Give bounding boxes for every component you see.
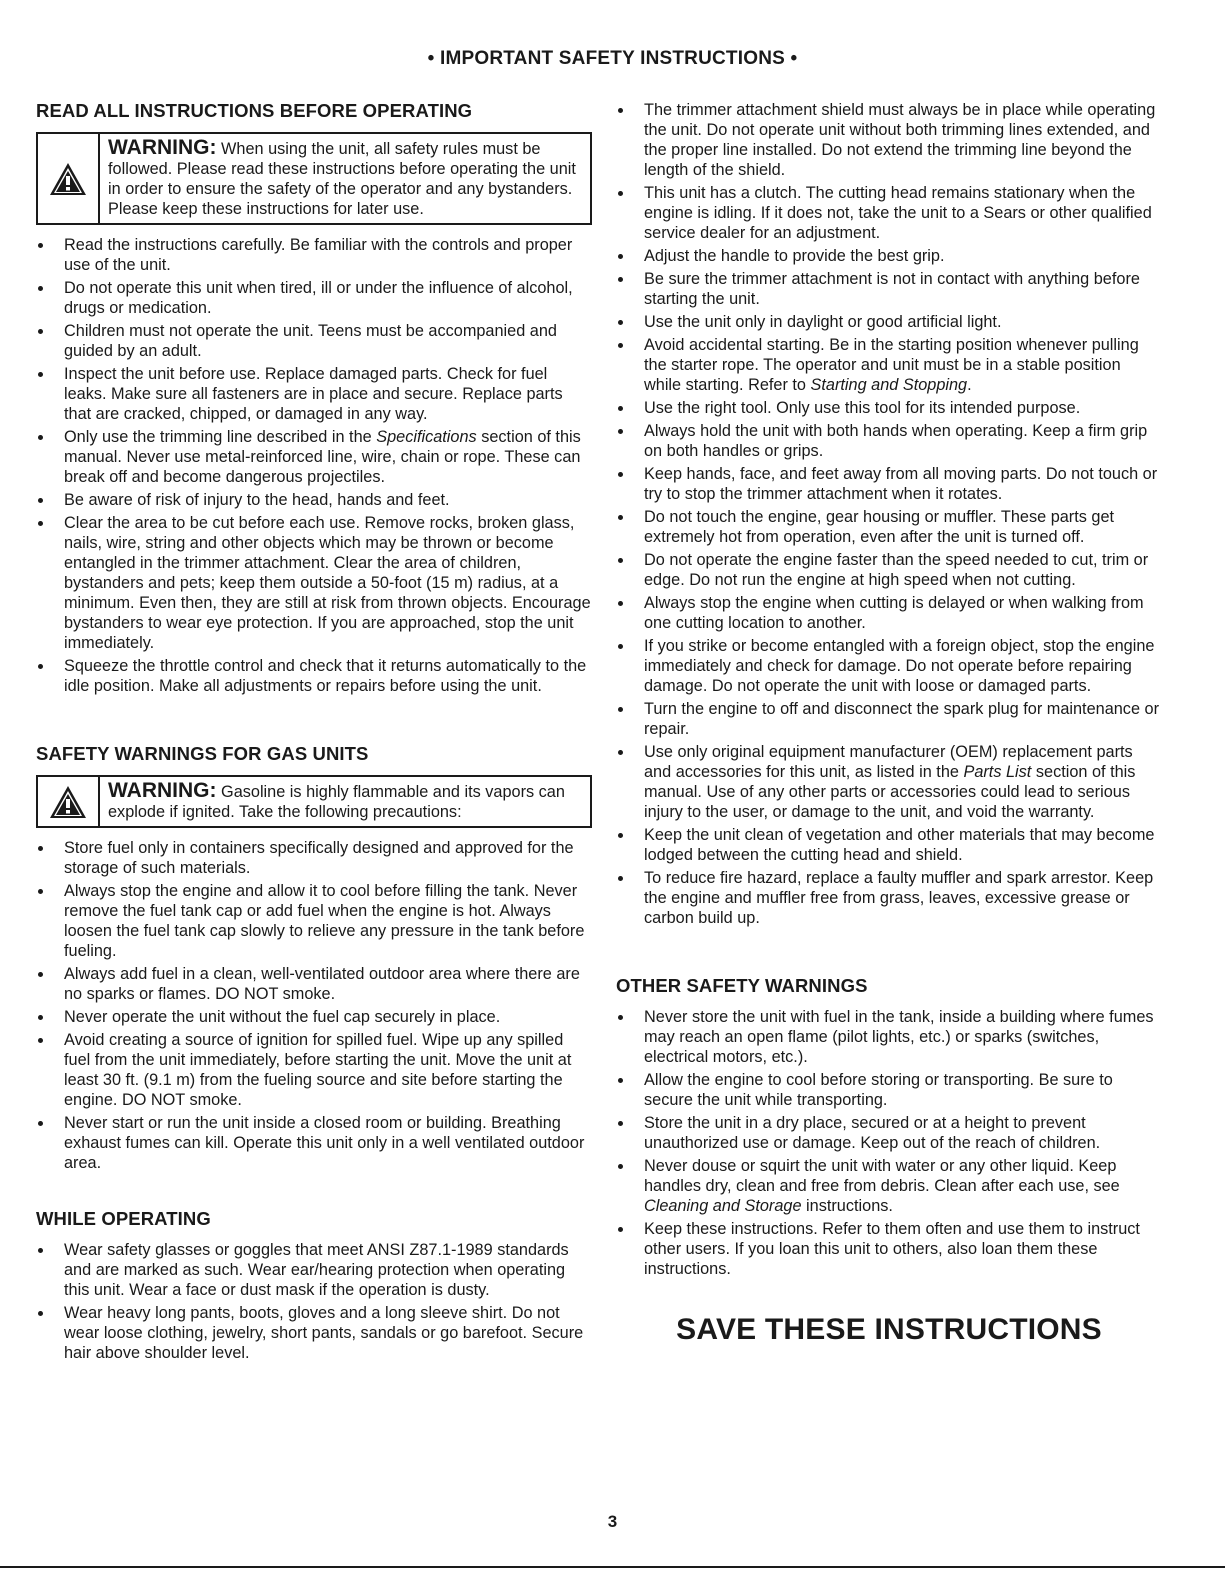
list-item-text: Use only original equipment manufacturer (OEM) replacement parts and accessories for this unit, as listed in the bbox=[644, 743, 1133, 781]
list-item: Children must not operate the unit. Teens must be accompanied and guided by an adult. bbox=[36, 321, 592, 361]
warning-text bbox=[100, 134, 590, 223]
parts-list-reference: Parts List bbox=[963, 763, 1032, 781]
list-item: Always stop the engine and allow it to cool before filling the tank. Never remove the fuel tank cap or add fuel when the engine is hot. Always loosen the fuel tank cap slowly to relieve any pressure in the tank before fueling. bbox=[36, 881, 592, 961]
warning-body: Gasoline is highly flammable and its vapors can explode if ignited. Take the following precautions: bbox=[108, 783, 565, 821]
list-item-text: Only use the trimming line described in the bbox=[64, 428, 377, 446]
list-item: Use the unit only in daylight or good artificial light. bbox=[616, 312, 1162, 332]
warning-icon-cell bbox=[38, 134, 100, 223]
list-item bbox=[616, 742, 1162, 822]
bottom-rule bbox=[0, 1566, 1225, 1568]
list-item bbox=[36, 427, 592, 487]
left-column bbox=[36, 100, 592, 1366]
section-heading-other: OTHER SAFETY WARNINGS bbox=[616, 975, 868, 996]
warning-label: WARNING: bbox=[108, 779, 217, 802]
warning-box-general bbox=[36, 132, 592, 225]
list-item: Use the right tool. Only use this tool for its intended purpose. bbox=[616, 398, 1162, 418]
list-item: Do not operate the engine faster than the speed needed to cut, trim or edge. Do not run the engine at high speed when not cutting. bbox=[616, 550, 1162, 590]
operating-list-continued bbox=[616, 100, 1162, 928]
section-heading-read-all: READ ALL INSTRUCTIONS BEFORE OPERATING bbox=[36, 100, 473, 121]
list-item-text: section of this manual. Never use metal-reinforced line, wire, chain or rope. These can break off and become dangerous projectiles. bbox=[64, 428, 581, 486]
spacer bbox=[616, 931, 1162, 975]
list-item: The trimmer attachment shield must always be in place while operating the unit. Do not operate unit without both trimming lines extended, and the proper line installed. Do not extend the trimming line beyond the length of the shield. bbox=[616, 100, 1162, 180]
list-item: Keep the unit clean of vegetation and other materials that may become lodged between the cutting head and shield. bbox=[616, 825, 1162, 865]
read-all-list bbox=[36, 235, 592, 696]
list-item: Be aware of risk of injury to the head, hands and feet. bbox=[36, 490, 592, 510]
list-item: If you strike or become entangled with a foreign object, stop the engine immediately and check for damage. Do not operate before repairing damage. Do not operate the unit with loose or damaged parts. bbox=[616, 636, 1162, 696]
list-item: To reduce fire hazard, replace a faulty muffler and spark arrestor. Keep the engine and muffler free from grass, leaves, excessive grease or carbon build up. bbox=[616, 868, 1162, 928]
warning-box-gas bbox=[36, 775, 592, 828]
list-item: Always hold the unit with both hands when operating. Keep a firm grip on both handles or grips. bbox=[616, 421, 1162, 461]
list-item: Always add fuel in a clean, well-ventilated outdoor area where there are no sparks or flames. DO NOT smoke. bbox=[36, 964, 592, 1004]
warning-triangle-icon bbox=[49, 785, 87, 819]
gas-list bbox=[36, 838, 592, 1173]
cleaning-storage-reference: Cleaning and Storage bbox=[644, 1197, 802, 1215]
list-item bbox=[616, 1156, 1162, 1216]
list-item: Keep these instructions. Refer to them often and use them to instruct other users. If you loan this unit to others, also loan them these instructions. bbox=[616, 1219, 1162, 1279]
page-number: 3 bbox=[607, 1512, 618, 1531]
page-title: • IMPORTANT SAFETY INSTRUCTIONS • bbox=[427, 48, 798, 69]
warning-body: When using the unit, all safety rules must be followed. Please read these instructions before operating the unit in order to ensure the safety of the operator and any bystanders. Please keep these instructions for later use. bbox=[108, 140, 576, 218]
section-heading-operating: WHILE OPERATING bbox=[36, 1208, 211, 1229]
list-item: Avoid creating a source of ignition for spilled fuel. Wipe up any spilled fuel from the unit immediately, before starting the unit. Move the unit at least 30 ft. (9.1 m) from the fueling source and site before starting the engine. DO NOT smoke. bbox=[36, 1030, 592, 1110]
list-item-text: section of this manual. Use of any other parts or accessories could lead to serious injury to the user, or damage to the unit, and void the warranty. bbox=[644, 763, 1136, 821]
section-heading-gas: SAFETY WARNINGS FOR GAS UNITS bbox=[36, 743, 369, 764]
operating-list bbox=[36, 1240, 592, 1363]
spacer bbox=[36, 1176, 592, 1208]
list-item: Be sure the trimmer attachment is not in contact with anything before starting the unit. bbox=[616, 269, 1162, 309]
list-item: Clear the area to be cut before each use. Remove rocks, broken glass, nails, wire, string and other objects which may be thrown or become entangled in the trimmer attachment. Clear the area of children, bystanders and pets; keep them outside a 50-foot (15 m) radius, at a minimum. Even then, they are still at risk from thrown objects. Encourage bystanders to wear eye protection. If you are approached, stop the unit immediately. bbox=[36, 513, 592, 653]
specifications-reference: Specifications bbox=[376, 428, 477, 446]
save-instructions-banner: SAVE THESE INSTRUCTIONS bbox=[676, 1313, 1102, 1346]
list-item: Store fuel only in containers specifically designed and approved for the storage of such materials. bbox=[36, 838, 592, 878]
list-item: Always stop the engine when cutting is delayed or when walking from one cutting location to another. bbox=[616, 593, 1162, 633]
warning-label: WARNING: bbox=[108, 136, 217, 159]
right-column bbox=[616, 100, 1162, 1347]
list-item-text: . bbox=[967, 376, 972, 394]
warning-text bbox=[100, 777, 590, 826]
spacer bbox=[36, 699, 592, 743]
list-item: Adjust the handle to provide the best grip. bbox=[616, 246, 1162, 266]
list-item: This unit has a clutch. The cutting head remains stationary when the engine is idling. If it does not, take the unit to a Sears or other qualified service dealer for an adjustment. bbox=[616, 183, 1162, 243]
list-item: Do not operate this unit when tired, ill or under the influence of alcohol, drugs or medication. bbox=[36, 278, 592, 318]
list-item: Squeeze the throttle control and check that it returns automatically to the idle position. Make all adjustments or repairs before using the unit. bbox=[36, 656, 592, 696]
list-item: Store the unit in a dry place, secured or at a height to prevent unauthorized use or damage. Keep out of the reach of children. bbox=[616, 1113, 1162, 1153]
list-item: Read the instructions carefully. Be familiar with the controls and proper use of the unit. bbox=[36, 235, 592, 275]
warning-icon-cell bbox=[38, 777, 100, 826]
warning-triangle-icon bbox=[49, 162, 87, 196]
list-item: Never store the unit with fuel in the tank, inside a building where fumes may reach an open flame (pilot lights, etc.) or sparks (switches, electrical motors, etc.). bbox=[616, 1007, 1162, 1067]
list-item: Turn the engine to off and disconnect the spark plug for maintenance or repair. bbox=[616, 699, 1162, 739]
list-item: Never operate the unit without the fuel cap securely in place. bbox=[36, 1007, 592, 1027]
list-item: Inspect the unit before use. Replace damaged parts. Check for fuel leaks. Make sure all fasteners are in place and secure. Replace parts that are cracked, chipped, or damaged in any way. bbox=[36, 364, 592, 424]
list-item-text: instructions. bbox=[801, 1197, 893, 1215]
list-item: Wear heavy long pants, boots, gloves and a long sleeve shirt. Do not wear loose clothing, jewelry, short pants, sandals or go barefoot. Secure hair above shoulder level. bbox=[36, 1303, 592, 1363]
list-item: Never start or run the unit inside a closed room or building. Breathing exhaust fumes can kill. Operate this unit only in a well ventilated outdoor area. bbox=[36, 1113, 592, 1173]
list-item: Do not touch the engine, gear housing or muffler. These parts get extremely hot from operation, even after the unit is turned off. bbox=[616, 507, 1162, 547]
list-item-text: Avoid accidental starting. Be in the starting position whenever pulling the starter rope. The operator and unit must be in a stable position while starting. Refer to bbox=[644, 336, 1139, 394]
list-item: Allow the engine to cool before storing or transporting. Be sure to secure the unit while transporting. bbox=[616, 1070, 1162, 1110]
list-item: Wear safety glasses or goggles that meet ANSI Z87.1-1989 standards and are marked as such. Wear ear/hearing protection when operating this unit. Wear a face or dust mask if the operation is dusty. bbox=[36, 1240, 592, 1300]
list-item bbox=[616, 335, 1162, 395]
list-item-text: Never douse or squirt the unit with water or any other liquid. Keep handles dry, clean and free from debris. Clean after each use, see bbox=[644, 1157, 1120, 1195]
starting-stopping-reference: Starting and Stopping bbox=[810, 376, 968, 394]
list-item: Keep hands, face, and feet away from all moving parts. Do not touch or try to stop the trimmer attachment when it rotates. bbox=[616, 464, 1162, 504]
other-list bbox=[616, 1007, 1162, 1279]
